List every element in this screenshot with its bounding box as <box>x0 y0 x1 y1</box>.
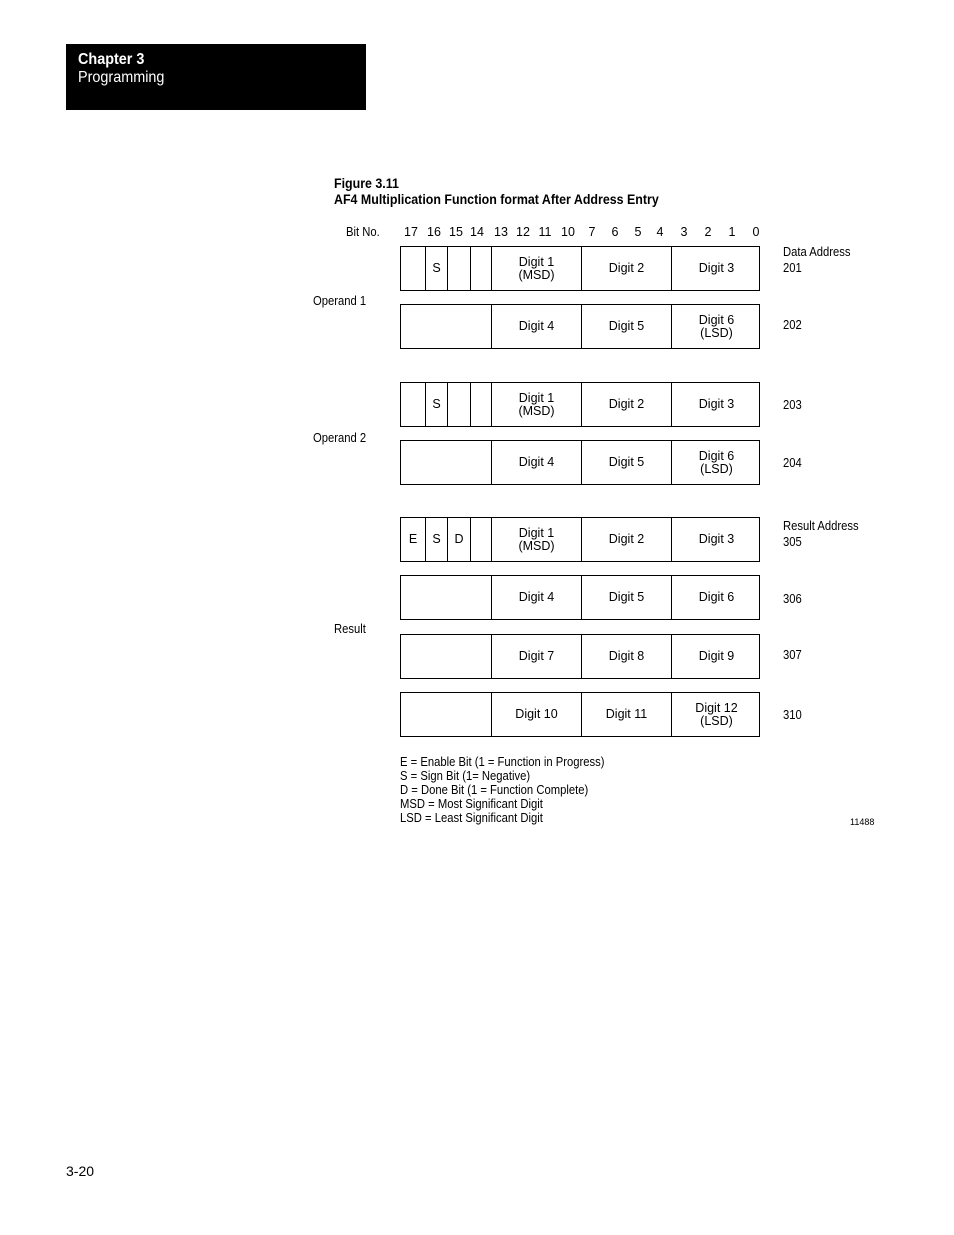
digit-cell <box>581 576 671 619</box>
flag-bit-cell <box>470 247 491 290</box>
flag-bit-cell <box>470 518 491 561</box>
digit-cell <box>581 305 671 348</box>
bit-number: 0 <box>752 225 760 239</box>
digit-label: Digit 4 <box>518 319 555 333</box>
flag-bit-cell <box>425 518 447 561</box>
register-address: 203 <box>783 398 802 412</box>
legend-msd: MSD = Most Significant Digit <box>400 797 543 811</box>
digit-cell <box>491 441 581 484</box>
digit-label: Digit 4 <box>518 590 555 604</box>
digit-label: Digit 3 <box>698 532 735 546</box>
digit-cell <box>671 518 761 561</box>
bit-number: 1 <box>728 225 736 239</box>
legend <box>400 755 627 825</box>
operand1-label: Operand 1 <box>313 294 367 308</box>
flag-bit-label: S <box>432 397 441 411</box>
legend-done: D = Done Bit (1 = Function Complete) <box>400 783 589 797</box>
register-address: 305 <box>783 535 802 549</box>
digit-label: Digit 5 <box>608 455 645 469</box>
register-address: 201 <box>783 261 802 275</box>
flag-bit-label: S <box>432 532 441 546</box>
bit-number: 3 <box>680 225 688 239</box>
digit-label: Digit 8 <box>608 649 645 663</box>
register-word <box>400 692 760 737</box>
digit-label: Digit 5 <box>608 590 645 604</box>
digit-label: Digit 1 <box>518 254 555 269</box>
digit-label: Digit 3 <box>698 397 735 411</box>
digit-cell <box>491 518 581 561</box>
flag-bit-cell <box>401 383 425 426</box>
digit-label: Digit 6 <box>698 448 735 463</box>
digit-cell <box>581 693 671 736</box>
digit-label: Digit 9 <box>698 649 735 663</box>
digit-label: Digit 11 <box>605 707 648 721</box>
digit-label: Digit 6 <box>698 312 735 327</box>
digit-cell <box>491 576 581 619</box>
register-word <box>400 382 760 427</box>
flag-bit-label: E <box>408 532 418 546</box>
digit-significance: (MSD) <box>518 267 555 282</box>
bit-number: 17 <box>404 225 418 239</box>
figure-title: AF4 Multiplication Function format After Address Entry <box>334 192 659 207</box>
flag-bit-cell <box>447 247 470 290</box>
digit-cell <box>671 247 761 290</box>
page-number: 3-20 <box>66 1163 95 1179</box>
digit-label: Digit 5 <box>608 319 645 333</box>
bit-number-label: Bit No. <box>346 225 380 239</box>
digit-label: Digit 7 <box>518 649 555 663</box>
digit-cell <box>671 576 761 619</box>
digit-label: Digit 12 <box>695 700 738 715</box>
register-address: 306 <box>783 592 802 606</box>
flag-bit-cell <box>401 247 425 290</box>
register-word <box>400 246 760 291</box>
register-word <box>400 634 760 679</box>
chapter-section: Programming <box>78 69 165 86</box>
register-word <box>400 304 760 349</box>
register-address: 202 <box>783 318 802 332</box>
digit-label: Digit 4 <box>518 455 555 469</box>
register-address: 307 <box>783 648 802 662</box>
flag-bit-cell <box>447 383 470 426</box>
flag-bit-cell <box>425 383 447 426</box>
digit-label: Digit 1 <box>518 525 555 540</box>
bit-number: 14 <box>470 225 484 239</box>
result-label: Result <box>334 622 366 636</box>
digit-significance: (LSD) <box>700 325 733 340</box>
flag-bit-label: D <box>454 532 464 546</box>
digit-label: Digit 10 <box>515 707 558 721</box>
unused-bits-cell <box>401 305 491 348</box>
bit-number: 2 <box>704 225 712 239</box>
flag-bit-cell <box>401 518 425 561</box>
chapter-header <box>66 44 366 110</box>
register-address: 204 <box>783 456 802 470</box>
digit-label: Digit 3 <box>698 261 735 275</box>
bit-number: 10 <box>561 225 575 239</box>
digit-significance: (MSD) <box>518 538 555 553</box>
digit-cell <box>671 693 761 736</box>
digit-cell <box>581 635 671 678</box>
digit-significance: (LSD) <box>700 713 733 728</box>
bit-number: 12 <box>516 225 530 239</box>
digit-label: Digit 6 <box>698 590 735 604</box>
digit-cell <box>491 305 581 348</box>
bit-number: 7 <box>588 225 596 239</box>
digit-cell <box>581 518 671 561</box>
unused-bits-cell <box>401 635 491 678</box>
bit-number: 5 <box>634 225 642 239</box>
register-word <box>400 575 760 620</box>
operand2-label: Operand 2 <box>313 431 367 445</box>
legend-enable: E = Enable Bit (1 = Function in Progress) <box>400 755 605 769</box>
digit-label: Digit 2 <box>608 397 645 411</box>
digit-significance: (MSD) <box>518 403 555 418</box>
flag-bit-cell <box>447 518 470 561</box>
chapter-title: Chapter 3 <box>78 51 145 68</box>
data-address-header: Data Address <box>783 245 851 259</box>
register-address: 310 <box>783 708 802 722</box>
digit-cell <box>581 247 671 290</box>
digit-cell <box>491 383 581 426</box>
digit-cell <box>671 383 761 426</box>
digit-cell <box>671 441 761 484</box>
digit-cell <box>491 247 581 290</box>
unused-bits-cell <box>401 441 491 484</box>
digit-significance: (LSD) <box>700 461 733 476</box>
digit-cell <box>671 305 761 348</box>
legend-lsd: LSD = Least Significant Digit <box>400 811 543 825</box>
bit-number: 4 <box>656 225 664 239</box>
digit-label: Digit 2 <box>608 532 645 546</box>
figure-number: Figure 3.11 <box>334 176 399 191</box>
figure-id: 11488 <box>850 817 875 827</box>
digit-cell <box>581 441 671 484</box>
flag-bit-cell <box>425 247 447 290</box>
bit-number: 13 <box>494 225 508 239</box>
digit-label: Digit 2 <box>608 261 645 275</box>
legend-sign: S = Sign Bit (1= Negative) <box>400 769 531 783</box>
digit-label: Digit 1 <box>518 390 555 405</box>
unused-bits-cell <box>401 693 491 736</box>
bit-number: 11 <box>538 225 552 239</box>
unused-bits-cell <box>401 576 491 619</box>
digit-cell <box>671 635 761 678</box>
bit-number: 15 <box>449 225 463 239</box>
register-word <box>400 440 760 485</box>
bit-number: 6 <box>611 225 619 239</box>
register-word <box>400 517 760 562</box>
bit-number: 16 <box>427 225 441 239</box>
flag-bit-cell <box>470 383 491 426</box>
flag-bit-label: S <box>432 261 441 275</box>
digit-cell <box>491 693 581 736</box>
digit-cell <box>581 383 671 426</box>
result-address-header: Result Address <box>783 519 859 533</box>
digit-cell <box>491 635 581 678</box>
